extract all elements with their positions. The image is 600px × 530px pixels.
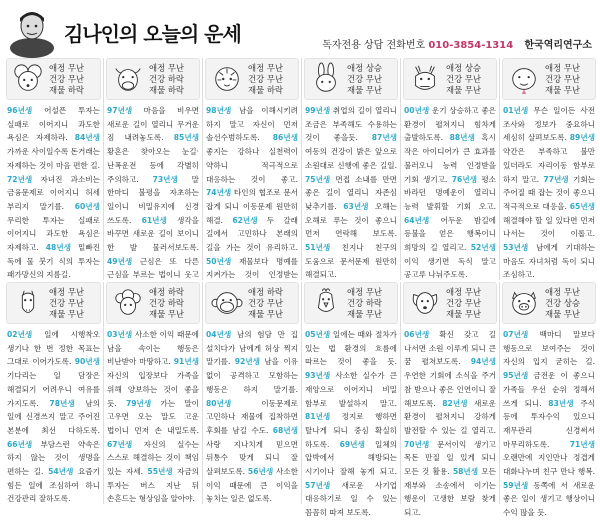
- birth-year-label: 96년생: [7, 106, 33, 115]
- birth-year-label: 58년생: [452, 467, 479, 477]
- birth-year-label: 02년생: [7, 330, 33, 339]
- zodiac-header: [502, 282, 596, 324]
- zodiac-row-1: [4, 58, 598, 280]
- fortune-stat-line: 재물 무난: [49, 308, 85, 319]
- birth-year-label: 94년생: [470, 357, 496, 367]
- tiger-icon: [206, 61, 248, 97]
- fortune-stats: [545, 63, 580, 96]
- page-title: 김나인의 오늘의 운세: [64, 22, 241, 46]
- fortune-stat-line: 애정 무난: [545, 286, 581, 297]
- fortune-stat-line: 재물 무난: [545, 84, 581, 95]
- contact-line: [322, 36, 592, 51]
- dragon-icon: [404, 61, 446, 97]
- fortune-text: 03년생 사소한 이익 때문에 남을 속이는 행동은 비난받아 마땅하고. 91년생 자신의 입장보다 가족을 위해 양보하는 것이 좋을 듯. 79년생 가는 말이 고우면 오는 말도 고운 법이니 먼저 손 내밀도록. 67년생 자신의 실수는 스스로 해결하는 것이 책임 있는 자세. 55년생 자금의 투자는 버스 지난 뒤 손흔드는 형상임을 알아야.: [107, 330, 199, 504]
- fortune-stat-line: 건강 하락: [347, 297, 383, 308]
- birth-year-label: 72년생: [7, 174, 33, 184]
- phone-label: 독자전용 상담 전화번호: [322, 40, 426, 51]
- birth-year-label: 03년생: [107, 330, 133, 339]
- birth-year-label: 63년생: [343, 201, 369, 211]
- fortune-text: 06년생 확신 갖고 길 나서면 소원 이루게 되니 큰 꿈 펼쳐보도록. 94년생 우연한 기회에 소식을 주거 참 받으나 좋은 인연이니 잘 해보도록. 82년생 새로운 환경이 펼쳐지니 강하게 발전할 수 있는 길 열리고. 70년생 문서이익 생기고 목돈 만질 일 있게 되니 모든 것 활용. 58년생 모든 재부와 소송에서 이기는 행운이 고생한 보람 찾게 되고.: [404, 330, 496, 518]
- zodiac-row-2: [4, 282, 598, 518]
- zodiac-column-snake: [499, 58, 598, 280]
- birth-year-label: 91년생: [173, 357, 199, 367]
- fortune-stat-line: 건강 무난: [49, 297, 85, 308]
- fortune-stat-line: 애정 하락: [149, 286, 185, 297]
- fortune-stat-line: 재물 무난: [248, 308, 284, 319]
- fortune-stat-line: 재물 무난: [446, 308, 482, 319]
- fortune-stats: [545, 287, 580, 320]
- birth-year-label: 83년생: [548, 398, 574, 408]
- fortune-stat-line: 재물 하락: [149, 84, 185, 95]
- birth-year-label: 81년생: [305, 412, 331, 422]
- birth-year-label: 61년생: [141, 215, 167, 225]
- zodiac-header: [6, 58, 101, 100]
- birth-year-label: 87년생: [371, 133, 397, 143]
- zodiac-column-dog: [400, 282, 499, 518]
- fortune-stats: [49, 63, 84, 96]
- fortune-stats: [248, 287, 283, 320]
- fortune-text: 01년생 무슨 일이든 사전 조사와 정보가 중요하니 세심히 살펴보도록. 89년생 약간은 부족하고 불만 있더라도 자리이동 함부로 하지 말고. 77년생 기회는 주어질 때 잡는 것이 좋으니 적극적으로 대응을. 65년생 해결해야 할 일 있다면 먼저 나서는 것이 이롭고. 53년생 남에게 기대하는 마음도 자녀처럼 독이 되니 조심하고.: [503, 106, 595, 280]
- fortune-text: 97년생 마음을 비우면 새로운 길이 열리니 무거운 짐 내려놓도록. 85년생 황혼은 찾아오는 눈길·난폭운전 등에 각별히 주의하고. 73년생 말 한마디 불평을 자초하는 일이니 비밀유지에 신경 쓰도록. 61년생 생각을 바꾸면 새로운 길이 보이니 한 발 물러서보도록. 49년생 근심은 또 다른 근심을 부르는 법이니 웃고: [107, 106, 200, 280]
- fortune-stat-line: 재물 무난: [347, 308, 383, 319]
- birth-year-label: 98년생: [206, 106, 232, 115]
- fortune-stat-line: 애정 무난: [49, 62, 85, 73]
- zodiac-column-dragon: [400, 58, 499, 280]
- fortune-stats: [149, 287, 184, 320]
- birth-year-label: 04년생: [206, 330, 232, 339]
- zodiac-column-tiger: [202, 58, 301, 280]
- birth-year-label: 84년생: [74, 133, 100, 143]
- birth-year-label: 62년생: [232, 215, 258, 225]
- fortune-stat-line: 애정 무난: [545, 62, 581, 73]
- birth-year-label: 51년생: [305, 243, 331, 253]
- birth-year-label: 88년생: [449, 133, 475, 143]
- zodiac-column-horse: [4, 282, 103, 504]
- zodiac-header: [304, 282, 398, 324]
- birth-year-label: 48년생: [45, 243, 71, 253]
- birth-year-label: 90년생: [74, 357, 100, 367]
- org-name: 한국역리연구소: [524, 40, 592, 51]
- fortune-stat-line: 애정 상승: [446, 62, 482, 73]
- birth-year-label: 64년생: [404, 215, 430, 225]
- birth-year-label: 99년생: [305, 106, 331, 115]
- zodiac-header: [403, 58, 497, 100]
- ox-icon: [107, 61, 149, 97]
- fortune-stats: [446, 63, 481, 96]
- author-avatar: [8, 8, 56, 54]
- fortune-stat-line: 애정 무난: [446, 286, 482, 297]
- fortune-stat-line: 애정 상승: [347, 62, 383, 73]
- fortune-text: 02년생 일에 시행착오 생기나 한 번 정한 목표는 그대로 이어가도록. 90년생 기다리는 일 담장은 해결되기 어려우니 여유를 가지도록. 78년생 남의 일에 신경쓰지 말고 주어진 본분에 최선 다하도록. 66년생 부담스런 약속은 하지 않는 것이 생명을 편하는 길. 54년생 요즘기 힘든 일에 조심하여 하니 건강관리 잘하도록.: [7, 330, 100, 504]
- fortune-stat-line: 애정 무난: [49, 286, 85, 297]
- birth-year-label: 76년생: [451, 174, 477, 184]
- birth-year-label: 93년생: [305, 371, 331, 381]
- fortune-stat-line: 재물 무난: [149, 308, 185, 319]
- zodiac-column-rat: [4, 58, 103, 280]
- header: [0, 0, 600, 56]
- fortune-stat-line: 건강 하락: [149, 73, 185, 84]
- fortune-stat-line: 건강 무난: [347, 73, 383, 84]
- zodiac-column-pig: [499, 282, 598, 518]
- birth-year-label: 70년생: [404, 439, 430, 449]
- fortune-stat-line: 건강 무난: [248, 297, 284, 308]
- rabbit-icon: [305, 61, 347, 97]
- rooster-icon: [305, 285, 347, 321]
- zodiac-header: [205, 282, 299, 324]
- dog-icon: [404, 285, 446, 321]
- fortune-stat-line: 애정 무난: [149, 62, 185, 73]
- birth-year-label: 67년생: [107, 439, 133, 449]
- fortune-stats: [446, 287, 481, 320]
- pig-icon: [503, 285, 545, 321]
- birth-year-label: 00년생: [404, 106, 430, 115]
- fortune-stat-line: 재물 무난: [347, 84, 383, 95]
- rat-icon: [7, 61, 49, 97]
- birth-year-label: 71년생: [569, 439, 595, 449]
- fortune-stat-line: 건강 상승: [545, 297, 581, 308]
- zodiac-column-rooster: [301, 282, 400, 518]
- fortune-stat-line: 재물 하락: [49, 84, 85, 95]
- zodiac-header: [106, 282, 200, 324]
- fortune-stat-line: 건강 무난: [248, 73, 284, 84]
- birth-year-label: 65년생: [569, 201, 595, 211]
- birth-year-label: 75년생: [305, 174, 331, 184]
- birth-year-label: 05년생: [305, 330, 331, 339]
- birth-year-label: 01년생: [503, 106, 529, 115]
- fortune-text: 98년생 남을 이해시키려 하지 말고 자신이 먼저 솔선수범하도록. 86년생 좋지는 강하나 실천력이 약하니 적극적으로 대응하는 것이 좋고. 74년생 타인의 협조로 문서 잡게 되니 이동문제 원만히 해결. 62년생 두 갈래 길에서 고민하나 본래의 길을 가는 것이 유리하고. 50년생 재물보다 명예를 지켜가는 것이 인정받는: [206, 106, 299, 280]
- fortune-text: 05년생 일에는 때와 절차가 있는 법 환경의 흐름에 따르는 것이 좋을 듯. 93년생 사소한 실수가 큰 재앙으로 이어지니 비밀 함부로 발설하지 말고. 81년생 정지로 행하면 탈나게 되니 중심 확실히 하도록. 69년생 일체의 압박에서 해방되는 시기이나 잘해 놓게 되고. 57년생 새로운 사기업 대응하기로 일 수 있는 꼼꼼히 따져 보도록.: [305, 330, 397, 518]
- fortune-stat-line: 재물 무난: [446, 84, 482, 95]
- fortune-stat-line: 건강 하락: [149, 297, 185, 308]
- zodiac-column-monkey: [202, 282, 301, 504]
- birth-year-label: 53년생: [503, 243, 529, 253]
- fortune-text: 96년생 어설픈 투자는 실패로 이어지니 과도한 욕심은 자제하라. 84년생 가까운 사이일수록 돈거래는 자제하는 것이 마음 편한 길. 72년생 자녀진 과소비는 금융문제로 이어지니 허세 부리지 말기를. 60년생 무리한 투자는 실패로 이어지니 과도한 욕심은 자제하고. 48년생 밑빠진 독에 물 붓기 식의 투자는 패가망신의 지름길.: [7, 106, 100, 280]
- zodiac-column-ox: [103, 58, 202, 280]
- fortune-stats: [149, 63, 184, 96]
- birth-year-label: 77년생: [543, 174, 569, 184]
- birth-year-label: 69년생: [339, 439, 365, 449]
- birth-year-label: 79년생: [125, 398, 152, 408]
- snake-icon: [503, 61, 545, 97]
- birth-year-label: 50년생: [206, 256, 232, 266]
- birth-year-label: 56년생: [247, 467, 274, 477]
- zodiac-header: [403, 282, 497, 324]
- birth-year-label: 80년생: [206, 398, 232, 408]
- birth-year-label: 86년생: [272, 133, 298, 143]
- fortune-stat-line: 건강 무난: [446, 297, 482, 308]
- birth-year-label: 78년생: [49, 398, 75, 408]
- birth-year-label: 82년생: [442, 398, 468, 408]
- fortune-text: 04년생 남의 험담 만 집 설치다가 남에게 허상 찍지 말기를. 92년생 남을 이유 없이 공격하고 모함하는 행동은 하지 말기를. 80년생 이동문제로 고민하나 재물에 집착하면 후회를 남길 수도. 68년생 사랑 지나치게 믿으면 뒤통수 맞게 되니 잘 살펴보도록. 56년생 사소한 이익 때문에 큰 이익을 놓치는 일은 없도록.: [206, 330, 298, 504]
- zodiac-header: [6, 282, 101, 324]
- fortune-stat-line: 건강 무난: [545, 73, 581, 84]
- zodiac-header: [304, 58, 398, 100]
- birth-year-label: 66년생: [7, 439, 33, 449]
- birth-year-label: 55년생: [147, 467, 173, 477]
- birth-year-label: 97년생: [107, 106, 133, 115]
- birth-year-label: 59년생: [503, 480, 529, 490]
- zodiac-column-sheep: [103, 282, 202, 504]
- fortune-stat-line: 애정 하락: [248, 286, 284, 297]
- birth-year-label: 52년생: [470, 243, 496, 253]
- horse-icon: [7, 285, 49, 321]
- fortune-stats: [248, 63, 283, 96]
- zodiac-column-rabbit: [301, 58, 400, 280]
- fortune-stat-line: 재물 하락: [248, 84, 284, 95]
- sheep-icon: [107, 285, 149, 321]
- birth-year-label: 49년생: [107, 256, 133, 266]
- fortune-stats: [347, 287, 382, 320]
- zodiac-header: [502, 58, 596, 100]
- birth-year-label: 54년생: [48, 467, 74, 477]
- birth-year-label: 89년생: [569, 133, 595, 143]
- fortune-text: 99년생 취업의 길이 열리니 조금은 부족해도 수용하는 것이 좋을듯. 87년생 여동의 건강이 밝은 앞으로 소원대로 신행에 좋은 길일. 75년생 면접 소내를 만면 좋은 길이 열리니 자존심 낮추기를. 63년생 오해는 오해로 푸는 것이 좋으니 먼저 연락해 보도록. 51년생 친지나 친구의 도움으로 문서문제 원만히 해결되고.: [305, 106, 397, 280]
- birth-year-label: 06년생: [404, 330, 430, 339]
- fortune-text: 00년생 운기 상승하고 좋은 환경이 펼쳐지니 힘차게 출발하도록. 88년생 혹시 작은 아이디어가 큰 효과를 불러오니 능력 인정받을 기회 생기고. 76년생 평소 바라던 명예운이 열리니 능력 발휘할 기회 오고. 64년생 어두운 밤길에 등불을 얻은 행복이니 희망의 길 열리고. 52년생 이익 생기면 독식 말고 공고루 나눠주도록.: [404, 106, 496, 280]
- monkey-icon: [206, 285, 248, 321]
- fortune-stat-line: 건강 무난: [49, 73, 85, 84]
- fortune-stats: [49, 287, 84, 320]
- fortune-stat-line: 재물 무난: [545, 308, 581, 319]
- zodiac-header: [106, 58, 200, 100]
- fortune-stats: [347, 63, 382, 96]
- birth-year-label: 74년생: [206, 188, 232, 198]
- fortune-stat-line: 건강 무난: [446, 73, 482, 84]
- birth-year-label: 95년생: [503, 371, 529, 381]
- fortune-stat-line: 애정 무난: [248, 62, 284, 73]
- phone-number: 010-3854-1314: [428, 40, 514, 51]
- birth-year-label: 57년생: [305, 480, 331, 490]
- birth-year-label: 73년생: [152, 174, 178, 184]
- fortune-text: 07년생 백마디 말보다 행동으로 보여주는 것이 자신의 입지 굳히는 길. 95년생 금전운 이 좋으니 가족들 우선 순위 정해서 쓰게 되니. 83년생 주식 등에 투자수익 있으니 재무관리 신경써서 마무리하도록. 71년생 오랜만에 지인만나 정겹게 대화나누며 친구 만나 행복. 59년생 동쪽에 서 새로운 좋은 일이 생기고 행상이니 수익 많을 듯.: [503, 330, 595, 518]
- birth-year-label: 85년생: [173, 133, 199, 143]
- birth-year-label: 68년생: [272, 425, 298, 435]
- birth-year-label: 07년생: [503, 330, 529, 339]
- fortune-stat-line: 애정 무난: [347, 286, 383, 297]
- zodiac-header: [205, 58, 299, 100]
- birth-year-label: 60년생: [74, 201, 100, 211]
- birth-year-label: 92년생: [234, 357, 260, 367]
